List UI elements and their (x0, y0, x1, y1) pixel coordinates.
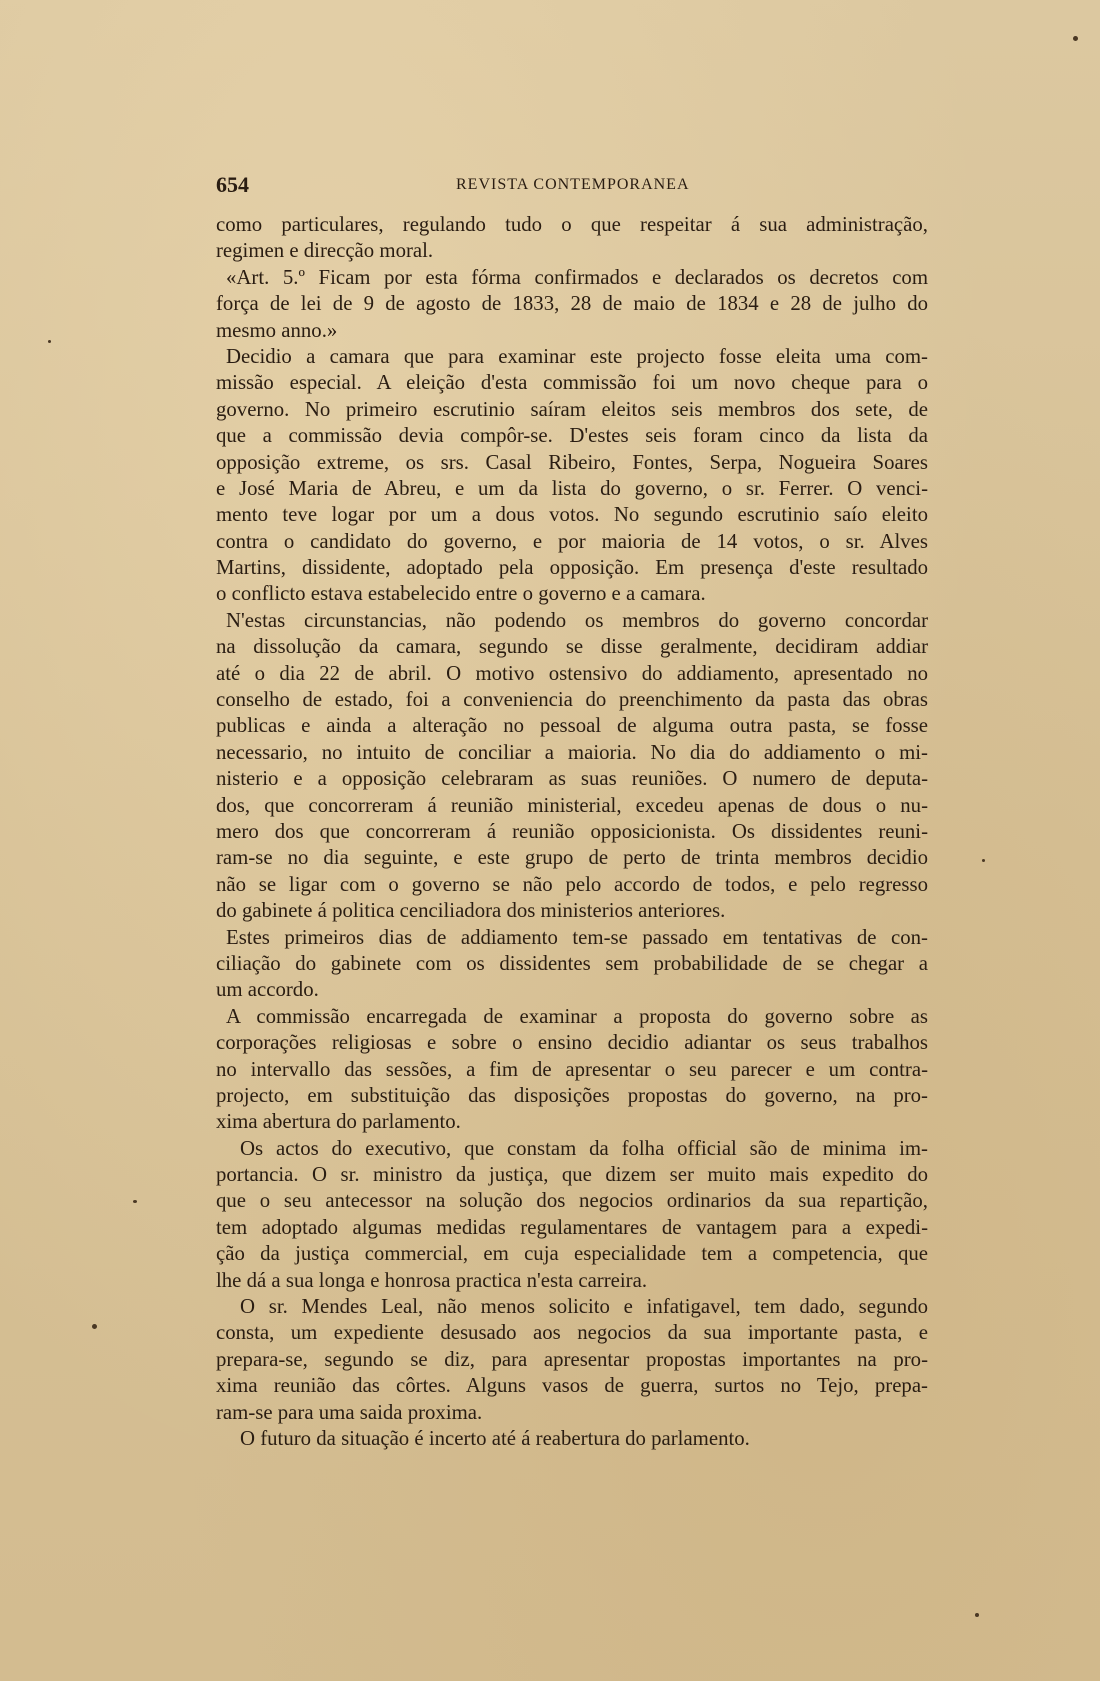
text-line: governo. No primeiro escrutinio saíram eleitos seis membros dos sete, de (216, 397, 928, 421)
text-line: do gabinete á politica cenciliadora dos ministerios anteriores. (216, 899, 726, 923)
text-line: Estes primeiros dias de addiamento tem-se passado em tentativas de con- (226, 925, 928, 949)
text-line: dos, que concorreram á reunião ministerial, excedeu apenas de dous o nu- (216, 793, 928, 817)
text-line: mento teve logar por um a dous votos. No segundo escrutinio saío eleito (216, 503, 928, 527)
text-line: ram-se para uma saida proxima. (216, 1400, 483, 1424)
text-line: nisterio e a opposição celebraram as suas reuniões. O numero de deputa- (216, 767, 928, 791)
text-line: Os actos do executivo, que constam da folha official são de minima im- (240, 1136, 928, 1160)
text-line: e José Maria de Abreu, e um da lista do governo, o sr. Ferrer. O venci- (216, 476, 928, 500)
paper-speck (133, 1200, 137, 1203)
paper-speck (975, 1613, 979, 1617)
text-line: Martins, dissidente, adoptado pela opposição. Em presença d'este resultado (216, 556, 928, 580)
text-line: conselho de estado, foi a conveniencia do preenchimento da pasta das obras (216, 688, 928, 712)
text-line: necessario, no intuito de conciliar a maioria. No dia do addiamento o mi- (216, 740, 928, 764)
running-head: REVISTA CONTEMPORANEA (456, 176, 690, 193)
text-line: opposição extreme, os srs. Casal Ribeiro, Fontes, Serpa, Nogueira Soares (216, 450, 928, 474)
text-line: ção da justiça commercial, em cuja especialidade tem a competencia, que (216, 1242, 928, 1266)
text-line: tem adoptado algumas medidas regulamentares de vantagem para a expedi- (216, 1215, 928, 1239)
paper-speck (982, 859, 985, 862)
text-line: regimen e direcção moral. (216, 239, 434, 263)
text-line: O sr. Mendes Leal, não menos solicito e infatigavel, tem dado, segundo (240, 1295, 928, 1319)
text-line: mero dos que concorreram á reunião opposicionista. Os dissidentes reuni- (216, 819, 928, 843)
text-line: contra o candidato do governo, e por maioria de 14 votos, o sr. Alves (216, 529, 928, 553)
text-line: um accordo. (216, 978, 319, 1002)
text-line: projecto, em substituição das disposições propostas do governo, na pro- (216, 1083, 928, 1107)
text-line: o conflicto estava estabelecido entre o governo e a camara. (216, 582, 706, 606)
text-line: como particulares, regulando tudo o que respeitar á sua administração, (216, 213, 928, 236)
text-line: que o seu antecessor na solução dos negocios ordinarios da sua repartição, (216, 1189, 928, 1213)
text-line: xima reunião das côrtes. Alguns vasos de guerra, surtos no Tejo, prepa- (216, 1374, 928, 1398)
text-line: na dissolução da camara, segundo se disse geralmente, decidiram addiar (216, 635, 928, 659)
text-line: não se ligar com o governo se não pelo accordo de todos, e pelo regresso (216, 872, 928, 896)
paper-speck (48, 340, 51, 343)
text-line: «Art. 5.º Ficam por esta fórma confirmados e declarados os decretos com (226, 265, 928, 289)
paper-speck (92, 1324, 97, 1329)
text-line: xima abertura do parlamento. (216, 1110, 461, 1134)
text-line: força de lei de 9 de agosto de 1833, 28 de maio de 1834 e 28 de julho do (216, 292, 928, 316)
text-line: ram-se no dia seguinte, e este grupo de perto de trinta membros decidio (216, 846, 928, 870)
text-line: O futuro da situação é incerto até á reabertura do parlamento. (240, 1426, 750, 1450)
text-line: ciliação do gabinete com os dissidentes sem probabilidade de se chegar a (216, 951, 928, 975)
text-line: portancia. O sr. ministro da justiça, que dizem ser muito mais expedito do (216, 1163, 928, 1187)
paper-speck (1073, 36, 1078, 41)
text-line: no intervallo das sessões, a fim de apresentar o seu parecer e um contra- (216, 1057, 928, 1081)
text-line: A commissão encarregada de examinar a proposta do governo sobre as (226, 1004, 928, 1028)
text-line: corporações religiosas e sobre o ensino decidio adiantar os seus trabalhos (216, 1031, 928, 1055)
page-number: 654 (216, 172, 249, 197)
page-header (216, 172, 928, 196)
text-line: lhe dá a sua longa e honrosa practica n'esta carreira. (216, 1268, 648, 1292)
text-line: Decidio a camara que para examinar este projecto fosse eleita uma com- (226, 344, 928, 368)
text-line: prepara-se, segundo se diz, para apresentar propostas importantes na pro- (216, 1347, 928, 1371)
text-line: missão especial. A eleição d'esta commissão foi um novo cheque para o (216, 371, 928, 395)
text-line: mesmo anno.» (216, 318, 338, 342)
text-line: até o dia 22 de abril. O motivo ostensivo do addiamento, apresentado no (216, 661, 928, 685)
text-line: N'estas circunstancias, não podendo os membros do governo concordar (226, 608, 928, 632)
text-line: publicas e ainda a alteração no pessoal de alguma outra pasta, se fosse (216, 714, 928, 738)
body-text (216, 212, 928, 1452)
text-line: que a commissão devia compôr-se. D'estes seis foram cinco da lista da (216, 424, 928, 448)
text-line: consta, um expediente desusado aos negocios da sua importante pasta, e (216, 1321, 928, 1345)
